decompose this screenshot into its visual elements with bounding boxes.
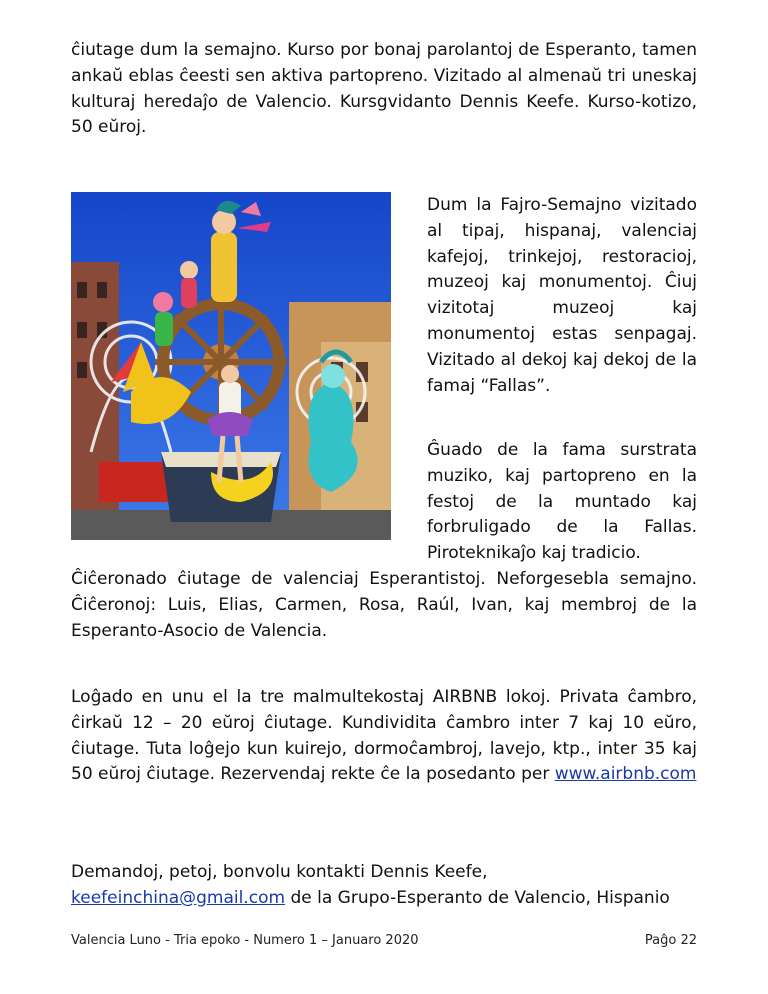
airbnb-link[interactable]: www.airbnb.com [554,764,697,785]
lodging-text: Loĝado en unu el la tre malmultekostaj AIRBNB lokoj. Privata ĉambro, ĉirkaŭ 12 – 20 eŭroj ĉiutage. Kundividita ĉambro inter 7 kaj 10 eŭro, ĉiutage. Tuta loĝejo kun kuirejo, dormoĉambroj, lavejo, ktp., inter 35 kaj 50 eŭroj ĉiutage. Rezervendaj rekte ĉe la posedanto per [71,687,697,785]
page-number: Paĝo 22 [644,933,697,948]
email-link[interactable]: keefeinchina@gmail.com [71,887,286,908]
lodging-paragraph [71,685,697,788]
fallas-photo [71,192,391,540]
contact-paragraph [71,860,697,912]
music-paragraph: Ĝuado de la fama surstrata muziko, kaj partopreno en la festoj de la muntado kaj forbruligado de la Fallas. Piroteknikaĵo kaj tradicio. [427,440,697,564]
intro-paragraph: ĉiutage dum la semajno. Kurso por bonaj parolantoj de Esperanto, tamen ankaŭ eblas ĉeesti sen aktiva partopreno. Vizitado al almenaŭ tri uneskaj kulturaj heredaĵo de Valencio. Kursgvidanto Dennis Keefe. Kurso-kotizo, 50 eŭroj. [71,40,697,138]
fire-week-paragraph: Dum la Fajro-Semajno vizitado al tipaj, hispanaj, valenciaj kafejoj, trinkejoj, restoracioj, muzeoj kaj monumentoj. Ĉiuj vizitotaj muzeoj kaj monumentoj estas senpagaj. Vizitado al dekoj kaj dekoj de la famaj “Fallas”. [427,195,697,396]
page-footer [71,933,697,948]
contact-suffix: de la Grupo-Esperanto de Valencio, Hispanio [285,887,670,908]
fallas-monument-illustration [71,192,391,540]
contact-intro: Demandoj, petoj, bonvolu kontakti Dennis Keefe, [71,862,488,882]
guides-paragraph: Ĉiĉeronado ĉiutage de valenciaj Esperantistoj. Neforgesebla semajno. Ĉiĉeronoj: Luis, Elias, Carmen, Rosa, Raúl, Ivan, kaj membroj de la Esperanto-Asocio de Valencia. [71,569,697,641]
footer-publication: Valencia Luno - Tria epoko - Numero 1 – Januaro 2020 [71,933,419,948]
